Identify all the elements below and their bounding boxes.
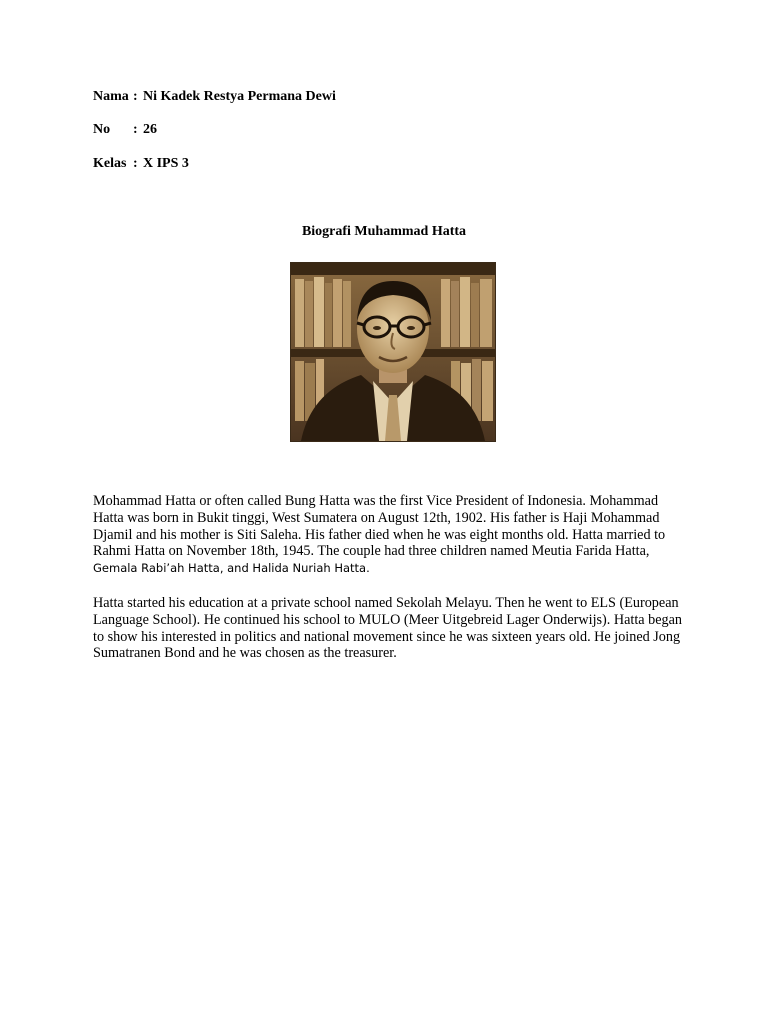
student-class-row <box>93 155 189 173</box>
class-value: X IPS 3 <box>143 156 189 171</box>
name-label: Nama <box>93 89 129 104</box>
biography-paragraph-2: Hatta started his education at a private school named Sekolah Melayu. Then he went to ELS (European Language School). He continued his school to MULO (Meer Uitgebreid Lager Onderwijs). Hatta began to show his interested in politics and national movement since he was sixteen years old. He joined Jong Sumatranen Bond and he was chosen as the treasurer. <box>93 595 683 662</box>
class-label: Kelas <box>93 156 127 171</box>
class-separator: : <box>133 156 138 171</box>
number-value: 26 <box>143 122 157 137</box>
name-value: Ni Kadek Restya Permana Dewi <box>143 89 336 104</box>
biography-paragraph-1 <box>93 493 683 577</box>
portrait-photo <box>290 262 496 442</box>
name-separator: : <box>133 89 138 104</box>
student-number-row <box>93 121 157 139</box>
student-name-row <box>93 88 336 106</box>
portrait-illustration <box>291 263 495 441</box>
paragraph-1-text: Mohammad Hatta or often called Bung Hatta was the first Vice President of Indonesia. Mohammad Hatta was born in Bukit tinggi, West Sumatera on August 12th, 1902. His father is Haji Mohammad Djamil and his mother is Siti Saleha. His father died when he was eight months old. Hatta married to Rahmi Hatta on November 18th, 1945. The couple had three children named Meutia Farida Hatta, <box>93 493 666 560</box>
paragraph-1-children-names: Gemala Rabi’ah Hatta, and Halida Nuriah Hatta. <box>93 561 370 576</box>
number-label: No <box>93 122 111 137</box>
document-title: Biografi Muhammad Hatta <box>301 224 467 239</box>
number-separator: : <box>133 122 138 137</box>
